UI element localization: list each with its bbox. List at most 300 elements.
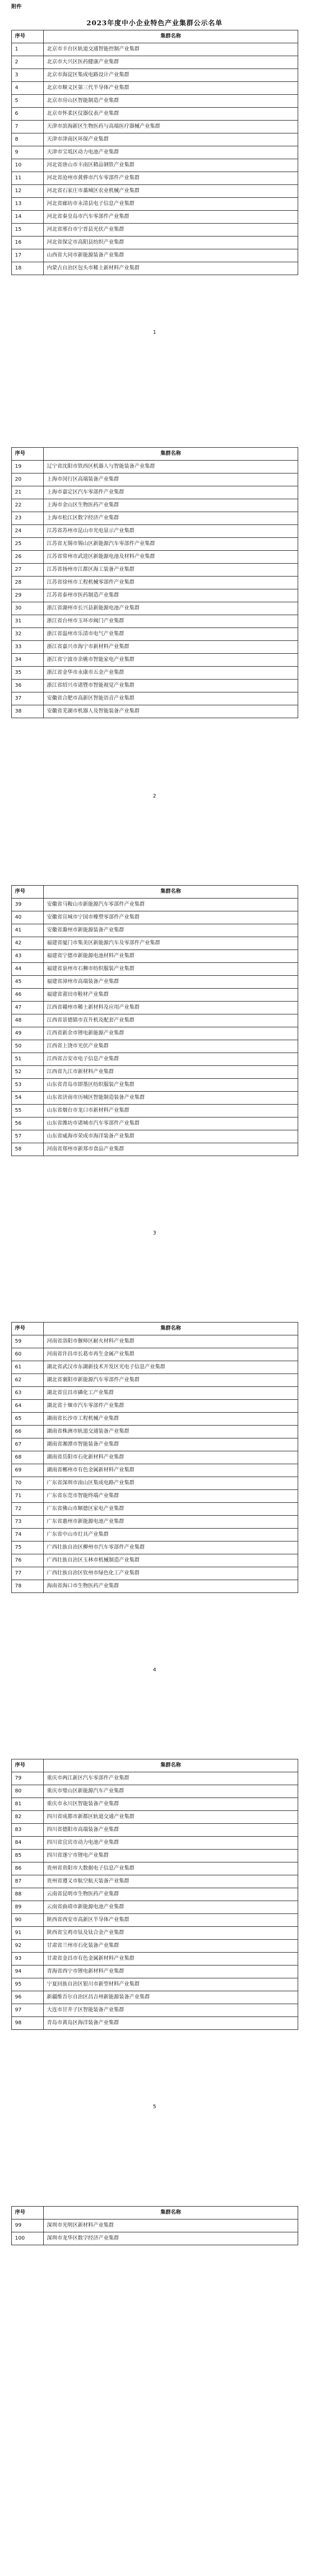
- row-number: 77: [12, 1567, 44, 1580]
- table-row: [12, 211, 298, 224]
- row-number: 50: [12, 1040, 44, 1053]
- cluster-name: 河南省郑州市新郑市食品产业集群: [44, 1143, 298, 1156]
- cluster-name: 河北省邢台市宁晋县光伏产业集群: [44, 224, 298, 236]
- table-row: [12, 1348, 298, 1361]
- cluster-name: 上海市松江区数字经济产业集群: [44, 512, 298, 525]
- table-header-row: [12, 1323, 298, 1335]
- table-row: [12, 667, 298, 680]
- cluster-name: 河北省唐山市丰南区精品钢铁产业集群: [44, 159, 298, 172]
- cluster-name: 云南省昆明市生物医药产业集群: [44, 1888, 298, 1901]
- row-number: 87: [12, 1875, 44, 1888]
- cluster-name: 北京市房山区智能制造产业集群: [44, 95, 298, 108]
- table-row: [12, 1888, 298, 1901]
- cluster-name: 河南省洛阳市偃师区耐火材料产业集群: [44, 1335, 298, 1348]
- row-number: 64: [12, 1400, 44, 1413]
- cluster-name: 河北省廊坊市永清县电子信息产业集群: [44, 198, 298, 211]
- table-row: [12, 185, 298, 198]
- cluster-table-page-6: [11, 2206, 298, 2245]
- cluster-name: 北京市顺义区第三代半导体产业集群: [44, 82, 298, 95]
- row-number: 80: [12, 1785, 44, 1798]
- row-number: 11: [12, 172, 44, 185]
- row-number: 12: [12, 185, 44, 198]
- table-row: [12, 1130, 298, 1143]
- table-row: [12, 461, 298, 473]
- cluster-name: 福建省宁德市新能源电池材料产业集群: [44, 950, 298, 963]
- row-number: 2: [12, 56, 44, 69]
- table-row: [12, 1541, 298, 1554]
- document-page-5: [0, 1748, 309, 2184]
- row-number: 36: [12, 680, 44, 692]
- table-row: [12, 146, 298, 159]
- cluster-name: 江西省吉安市电子信息产业集群: [44, 1053, 298, 1066]
- table-row: [12, 2219, 298, 2232]
- table-row: [12, 1772, 298, 1785]
- table-row: [12, 499, 298, 512]
- cluster-name: 江西省新余市锂电新能源产业集群: [44, 1027, 298, 1040]
- table-row: [12, 1798, 298, 1811]
- row-number: 40: [12, 911, 44, 924]
- row-number: 29: [12, 589, 44, 602]
- cluster-name: 青岛市黄岛区海洋装备产业集群: [44, 2017, 298, 2030]
- cluster-name: 河北省沧州市黄骅市汽车零部件产业集群: [44, 172, 298, 185]
- row-number: 63: [12, 1387, 44, 1400]
- table-row: [12, 2004, 298, 2017]
- table-row: [12, 1143, 298, 1156]
- row-number: 44: [12, 963, 44, 976]
- row-number: 67: [12, 1438, 44, 1451]
- row-number: 68: [12, 1451, 44, 1464]
- row-number: 4: [12, 82, 44, 95]
- table-row: [12, 1901, 298, 1914]
- table-row: [12, 1862, 298, 1875]
- page-number: 5: [152, 2104, 157, 2110]
- table-row: [12, 1117, 298, 1130]
- table-row: [12, 551, 298, 564]
- table-row: [12, 249, 298, 262]
- cluster-name: 宁夏回族自治区银川市新型材料产业集群: [44, 1978, 298, 1991]
- row-number: 75: [12, 1541, 44, 1554]
- table-row: [12, 95, 298, 108]
- table-row: [12, 1529, 298, 1541]
- table-row: [12, 1092, 298, 1105]
- header-name: 集群名称: [44, 448, 298, 461]
- table-row: [12, 602, 298, 615]
- cluster-name: 安徽省宣城市宁国市橡塑零部件产业集群: [44, 911, 298, 924]
- row-number: 47: [12, 1002, 44, 1014]
- cluster-name: 重庆市两江新区汽车零部件产业集群: [44, 1772, 298, 1785]
- table-header-row: [12, 30, 298, 43]
- header-name: 集群名称: [44, 30, 298, 43]
- cluster-name: 海南省海口市生物医药产业集群: [44, 1580, 298, 1593]
- cluster-name: 青海省西宁市锂电新材料产业集群: [44, 1965, 298, 1978]
- row-number: 14: [12, 211, 44, 224]
- table-row: [12, 486, 298, 499]
- table-row: [12, 1027, 298, 1040]
- table-row: [12, 224, 298, 236]
- row-number: 21: [12, 486, 44, 499]
- row-number: 53: [12, 1079, 44, 1092]
- cluster-name: 湖北省武汉市东湖新技术开发区光电子信息产业集群: [44, 1361, 298, 1374]
- cluster-table-page-3: [11, 885, 298, 1156]
- cluster-name: 江苏省苏州市昆山市光电显示产业集群: [44, 525, 298, 538]
- row-number: 55: [12, 1105, 44, 1117]
- table-row: [12, 2232, 298, 2245]
- cluster-name: 江西省九江市新材料产业集群: [44, 1066, 298, 1079]
- row-number: 19: [12, 461, 44, 473]
- cluster-name: 北京市海淀区集成电路设计产业集群: [44, 69, 298, 82]
- row-number: 86: [12, 1862, 44, 1875]
- cluster-name: 湖南省长沙市工程机械产业集群: [44, 1413, 298, 1426]
- cluster-name: 甘肃省兰州市石化装备产业集群: [44, 1940, 298, 1953]
- row-number: 81: [12, 1798, 44, 1811]
- cluster-name: 云南省曲靖市新能源电池产业集群: [44, 1901, 298, 1914]
- header-name: 集群名称: [44, 1323, 298, 1335]
- header-number: 序号: [12, 448, 44, 461]
- document-title: 2023年度中小企业特色产业集群公示名单: [86, 20, 223, 27]
- row-number: 17: [12, 249, 44, 262]
- page-number: 4: [152, 1667, 157, 1673]
- table-row: [12, 705, 298, 718]
- table-row: [12, 172, 298, 185]
- cluster-name: 福建省泉州市石狮市纺织服装产业集群: [44, 963, 298, 976]
- table-row: [12, 1477, 298, 1490]
- table-row: [12, 628, 298, 641]
- header-number: 序号: [12, 886, 44, 899]
- cluster-name: 江苏省扬州市江都区海工装备产业集群: [44, 564, 298, 577]
- cluster-name: 广西壮族自治区玉林市机械制造产业集群: [44, 1554, 298, 1567]
- cluster-name: 河南省许昌市长葛市再生金属产业集群: [44, 1348, 298, 1361]
- table-row: [12, 924, 298, 937]
- row-number: 24: [12, 525, 44, 538]
- cluster-name: 安徽省马鞍山市新能源汽车零部件产业集群: [44, 899, 298, 911]
- row-number: 18: [12, 262, 44, 275]
- document-page-1: [0, 0, 309, 437]
- row-number: 71: [12, 1490, 44, 1503]
- row-number: 57: [12, 1130, 44, 1143]
- table-row: [12, 680, 298, 692]
- table-row: [12, 1516, 298, 1529]
- table-row: [12, 262, 298, 275]
- cluster-name: 浙江省台州市玉环市阀门产业集群: [44, 615, 298, 628]
- cluster-name: 四川省德阳市高端装备产业集群: [44, 1824, 298, 1837]
- page-number: 1: [152, 330, 157, 335]
- table-row: [12, 1451, 298, 1464]
- table-row: [12, 564, 298, 577]
- table-row: [12, 1580, 298, 1593]
- table-header-row: [12, 1759, 298, 1772]
- cluster-name: 福建省莆田市鞋材产业集群: [44, 989, 298, 1002]
- row-number: 60: [12, 1348, 44, 1361]
- page-number: 2: [152, 793, 157, 799]
- cluster-name: 江苏省无锡市锡山区新能源汽车零部件产业集群: [44, 538, 298, 551]
- cluster-name: 四川省宜宾市动力电池产业集群: [44, 1837, 298, 1850]
- row-number: 54: [12, 1092, 44, 1105]
- row-number: 65: [12, 1413, 44, 1426]
- table-row: [12, 1374, 298, 1387]
- cluster-name: 山东省青岛市即墨区纺织服装产业集群: [44, 1079, 298, 1092]
- row-number: 33: [12, 641, 44, 654]
- table-row: [12, 1066, 298, 1079]
- row-number: 22: [12, 499, 44, 512]
- table-row: [12, 937, 298, 950]
- cluster-name: 陕西省西安市高新区半导体产业集群: [44, 1914, 298, 1927]
- cluster-name: 山东省潍坊市诸城市汽车零部件产业集群: [44, 1117, 298, 1130]
- row-number: 69: [12, 1464, 44, 1477]
- table-row: [12, 1811, 298, 1824]
- table-row: [12, 1387, 298, 1400]
- table-row: [12, 1837, 298, 1850]
- cluster-name: 山西省大同市新能源装备产业集群: [44, 249, 298, 262]
- cluster-name: 上海市金山区生物医药产业集群: [44, 499, 298, 512]
- table-row: [12, 473, 298, 486]
- cluster-name: 江苏省常州市武进区新能源电池及材料产业集群: [44, 551, 298, 564]
- table-row: [12, 1567, 298, 1580]
- row-number: 93: [12, 1953, 44, 1965]
- table-row: [12, 1400, 298, 1413]
- table-row: [12, 911, 298, 924]
- cluster-name: 湖南省岳阳市石化新材料产业集群: [44, 1451, 298, 1464]
- cluster-name: 天津市津南区环保产业集群: [44, 133, 298, 146]
- cluster-name: 北京市大兴区医药健康产业集群: [44, 56, 298, 69]
- table-row: [12, 899, 298, 911]
- cluster-name: 天津市滨海新区生物医药与高端医疗器械产业集群: [44, 121, 298, 133]
- cluster-name: 浙江省绍兴市诸暨市智能视觉产业集群: [44, 680, 298, 692]
- cluster-name: 湖北省十堰市汽车零部件产业集群: [44, 1400, 298, 1413]
- cluster-name: 江西省景德镇市直升机及配套产业集群: [44, 1014, 298, 1027]
- cluster-name: 上海市嘉定区汽车零部件产业集群: [44, 486, 298, 499]
- cluster-name: 浙江省嘉兴市海宁市新材料产业集群: [44, 641, 298, 654]
- table-row: [12, 1426, 298, 1438]
- row-number: 52: [12, 1066, 44, 1079]
- table-row: [12, 538, 298, 551]
- row-number: 6: [12, 108, 44, 121]
- row-number: 82: [12, 1811, 44, 1824]
- row-number: 62: [12, 1374, 44, 1387]
- cluster-name: 广东省深圳市南山区集成电路产业集群: [44, 1477, 298, 1490]
- table-row: [12, 56, 298, 69]
- cluster-name: 河北省石家庄市藁城区农业机械产业集群: [44, 185, 298, 198]
- cluster-name: 浙江省温州市乐清市电气产业集群: [44, 628, 298, 641]
- row-number: 83: [12, 1824, 44, 1837]
- table-row: [12, 1965, 298, 1978]
- row-number: 35: [12, 667, 44, 680]
- table-row: [12, 1824, 298, 1837]
- table-row: [12, 1554, 298, 1567]
- row-number: 84: [12, 1837, 44, 1850]
- row-number: 88: [12, 1888, 44, 1901]
- table-row: [12, 589, 298, 602]
- row-number: 85: [12, 1850, 44, 1862]
- cluster-name: 山东省威海市荣成市海洋装备产业集群: [44, 1130, 298, 1143]
- cluster-name: 福建省漳州市高端装备产业集群: [44, 976, 298, 989]
- cluster-name: 湖北省宜昌市磷化工产业集群: [44, 1387, 298, 1400]
- table-row: [12, 1875, 298, 1888]
- row-number: 89: [12, 1901, 44, 1914]
- header-name: 集群名称: [44, 886, 298, 899]
- cluster-table-page-2: [11, 447, 298, 718]
- header-number: 序号: [12, 1759, 44, 1772]
- table-header-row: [12, 2207, 298, 2219]
- cluster-name: 陕西省宝鸡市钛及钛合金产业集群: [44, 1927, 298, 1940]
- header-name: 集群名称: [44, 1759, 298, 1772]
- table-row: [12, 1438, 298, 1451]
- header-name: 集群名称: [44, 2207, 298, 2219]
- row-number: 51: [12, 1053, 44, 1066]
- cluster-name: 大连市甘井子区智能装备产业集群: [44, 2004, 298, 2017]
- table-row: [12, 1978, 298, 1991]
- cluster-name: 深圳市光明区新材料产业集群: [44, 2219, 298, 2232]
- row-number: 91: [12, 1927, 44, 1940]
- row-number: 59: [12, 1335, 44, 1348]
- row-number: 42: [12, 937, 44, 950]
- row-number: 39: [12, 899, 44, 911]
- row-number: 32: [12, 628, 44, 641]
- cluster-name: 浙江省宁波市余姚市智能家电产业集群: [44, 654, 298, 667]
- row-number: 9: [12, 146, 44, 159]
- table-row: [12, 1040, 298, 1053]
- table-row: [12, 1914, 298, 1927]
- cluster-name: 广西壮族自治区柳州市汽车零部件产业集群: [44, 1541, 298, 1554]
- cluster-name: 广东省中山市灯具产业集群: [44, 1529, 298, 1541]
- table-header-row: [12, 886, 298, 899]
- row-number: 72: [12, 1503, 44, 1516]
- table-row: [12, 615, 298, 628]
- table-row: [12, 1953, 298, 1965]
- row-number: 45: [12, 976, 44, 989]
- row-number: 41: [12, 924, 44, 937]
- cluster-name: 深圳市龙华区数字经济产业集群: [44, 2232, 298, 2245]
- row-number: 23: [12, 512, 44, 525]
- row-number: 46: [12, 989, 44, 1002]
- cluster-name: 广东省惠州市新能源电池产业集群: [44, 1516, 298, 1529]
- document-page-3: [0, 874, 309, 1311]
- table-row: [12, 1991, 298, 2004]
- cluster-name: 上海市闵行区高端装备产业集群: [44, 473, 298, 486]
- row-number: 90: [12, 1914, 44, 1927]
- row-number: 10: [12, 159, 44, 172]
- cluster-name: 湖南省株洲市轨道交通装备产业集群: [44, 1426, 298, 1438]
- row-number: 13: [12, 198, 44, 211]
- document-page-4: [0, 1311, 309, 1748]
- row-number: 37: [12, 692, 44, 705]
- cluster-name: 内蒙古自治区包头市稀土新材料产业集群: [44, 262, 298, 275]
- table-row: [12, 525, 298, 538]
- table-row: [12, 1490, 298, 1503]
- cluster-name: 辽宁省沈阳市铁西区机器人与智能装备产业集群: [44, 461, 298, 473]
- row-number: 99: [12, 2219, 44, 2232]
- table-row: [12, 2017, 298, 2030]
- row-number: 26: [12, 551, 44, 564]
- row-number: 95: [12, 1978, 44, 1991]
- cluster-name: 甘肃省金昌市有色金属新材料产业集群: [44, 1953, 298, 1965]
- table-row: [12, 641, 298, 654]
- cluster-name: 北京市怀柔区仪器仪表产业集群: [44, 108, 298, 121]
- cluster-name: 湖南省湘潭市智能装备产业集群: [44, 1438, 298, 1451]
- table-row: [12, 1079, 298, 1092]
- header-number: 序号: [12, 2207, 44, 2219]
- row-number: 31: [12, 615, 44, 628]
- row-number: 61: [12, 1361, 44, 1374]
- table-row: [12, 1014, 298, 1027]
- table-row: [12, 82, 298, 95]
- cluster-name: 山东省烟台市龙口市新材料产业集群: [44, 1105, 298, 1117]
- cluster-name: 广东省东莞市智能终端产业集群: [44, 1490, 298, 1503]
- row-number: 97: [12, 2004, 44, 2017]
- cluster-name: 山东省济南市历城区智能制造装备产业集群: [44, 1092, 298, 1105]
- cluster-name: 贵州省贵阳市大数据电子信息产业集群: [44, 1862, 298, 1875]
- table-row: [12, 1361, 298, 1374]
- cluster-name: 河北省保定市高阳县纺织产业集群: [44, 236, 298, 249]
- row-number: 8: [12, 133, 44, 146]
- cluster-name: 浙江省金华市永康市五金产业集群: [44, 667, 298, 680]
- cluster-name: 湖南省郴州市有色金属新材料产业集群: [44, 1464, 298, 1477]
- table-row: [12, 108, 298, 121]
- attachment-label: 附件: [11, 4, 22, 10]
- header-number: 序号: [12, 1323, 44, 1335]
- row-number: 1: [12, 43, 44, 56]
- table-row: [12, 121, 298, 133]
- row-number: 25: [12, 538, 44, 551]
- cluster-name: 江苏省泰州市医药制造产业集群: [44, 589, 298, 602]
- table-row: [12, 1105, 298, 1117]
- row-number: 27: [12, 564, 44, 577]
- cluster-name: 江西省赣州市稀土新材料及应用产业集群: [44, 1002, 298, 1014]
- table-row: [12, 1927, 298, 1940]
- row-number: 100: [12, 2232, 44, 2245]
- row-number: 66: [12, 1426, 44, 1438]
- cluster-name: 新疆维吾尔自治区昌吉州新能源装备产业集群: [44, 1991, 298, 2004]
- cluster-name: 四川省成都市新都区轨道交通产业集群: [44, 1811, 298, 1824]
- cluster-name: 重庆市璧山区新能源汽车产业集群: [44, 1785, 298, 1798]
- row-number: 76: [12, 1554, 44, 1567]
- row-number: 56: [12, 1117, 44, 1130]
- cluster-name: 湖北省襄阳市新能源汽车零部件产业集群: [44, 1374, 298, 1387]
- cluster-name: 福建省厦门市集美区新能源汽车及零部件产业集群: [44, 937, 298, 950]
- cluster-name: 河北省秦皇岛市汽车零部件产业集群: [44, 211, 298, 224]
- page-number: 3: [152, 1230, 157, 1236]
- document-page-2: [0, 437, 309, 874]
- row-number: 3: [12, 69, 44, 82]
- table-row: [12, 43, 298, 56]
- row-number: 79: [12, 1772, 44, 1785]
- cluster-name: 重庆市永川区智能装备产业集群: [44, 1798, 298, 1811]
- table-row: [12, 133, 298, 146]
- cluster-name: 贵州省遵义市航空航天装备产业集群: [44, 1875, 298, 1888]
- cluster-name: 四川省遂宁市锂电产业集群: [44, 1850, 298, 1862]
- cluster-name: 北京市丰台区轨道交通智能控制产业集群: [44, 43, 298, 56]
- cluster-name: 安徽省滁州市新能源装备产业集群: [44, 924, 298, 937]
- table-row: [12, 236, 298, 249]
- cluster-name: 天津市宝坻区动力电池产业集群: [44, 146, 298, 159]
- document-page-6: [0, 2184, 309, 2576]
- table-row: [12, 198, 298, 211]
- table-row: [12, 950, 298, 963]
- header-number: 序号: [12, 30, 44, 43]
- table-header-row: [12, 448, 298, 461]
- cluster-name: 江西省上饶市光伏产业集群: [44, 1040, 298, 1053]
- row-number: 49: [12, 1027, 44, 1040]
- row-number: 96: [12, 1991, 44, 2004]
- row-number: 98: [12, 2017, 44, 2030]
- cluster-table-page-1: [11, 30, 298, 275]
- cluster-name: 安徽省芜湖市机器人及智能装备产业集群: [44, 705, 298, 718]
- table-row: [12, 1503, 298, 1516]
- row-number: 92: [12, 1940, 44, 1953]
- cluster-name: 江苏省徐州市工程机械零部件产业集群: [44, 577, 298, 589]
- table-row: [12, 1850, 298, 1862]
- row-number: 73: [12, 1516, 44, 1529]
- table-row: [12, 1940, 298, 1953]
